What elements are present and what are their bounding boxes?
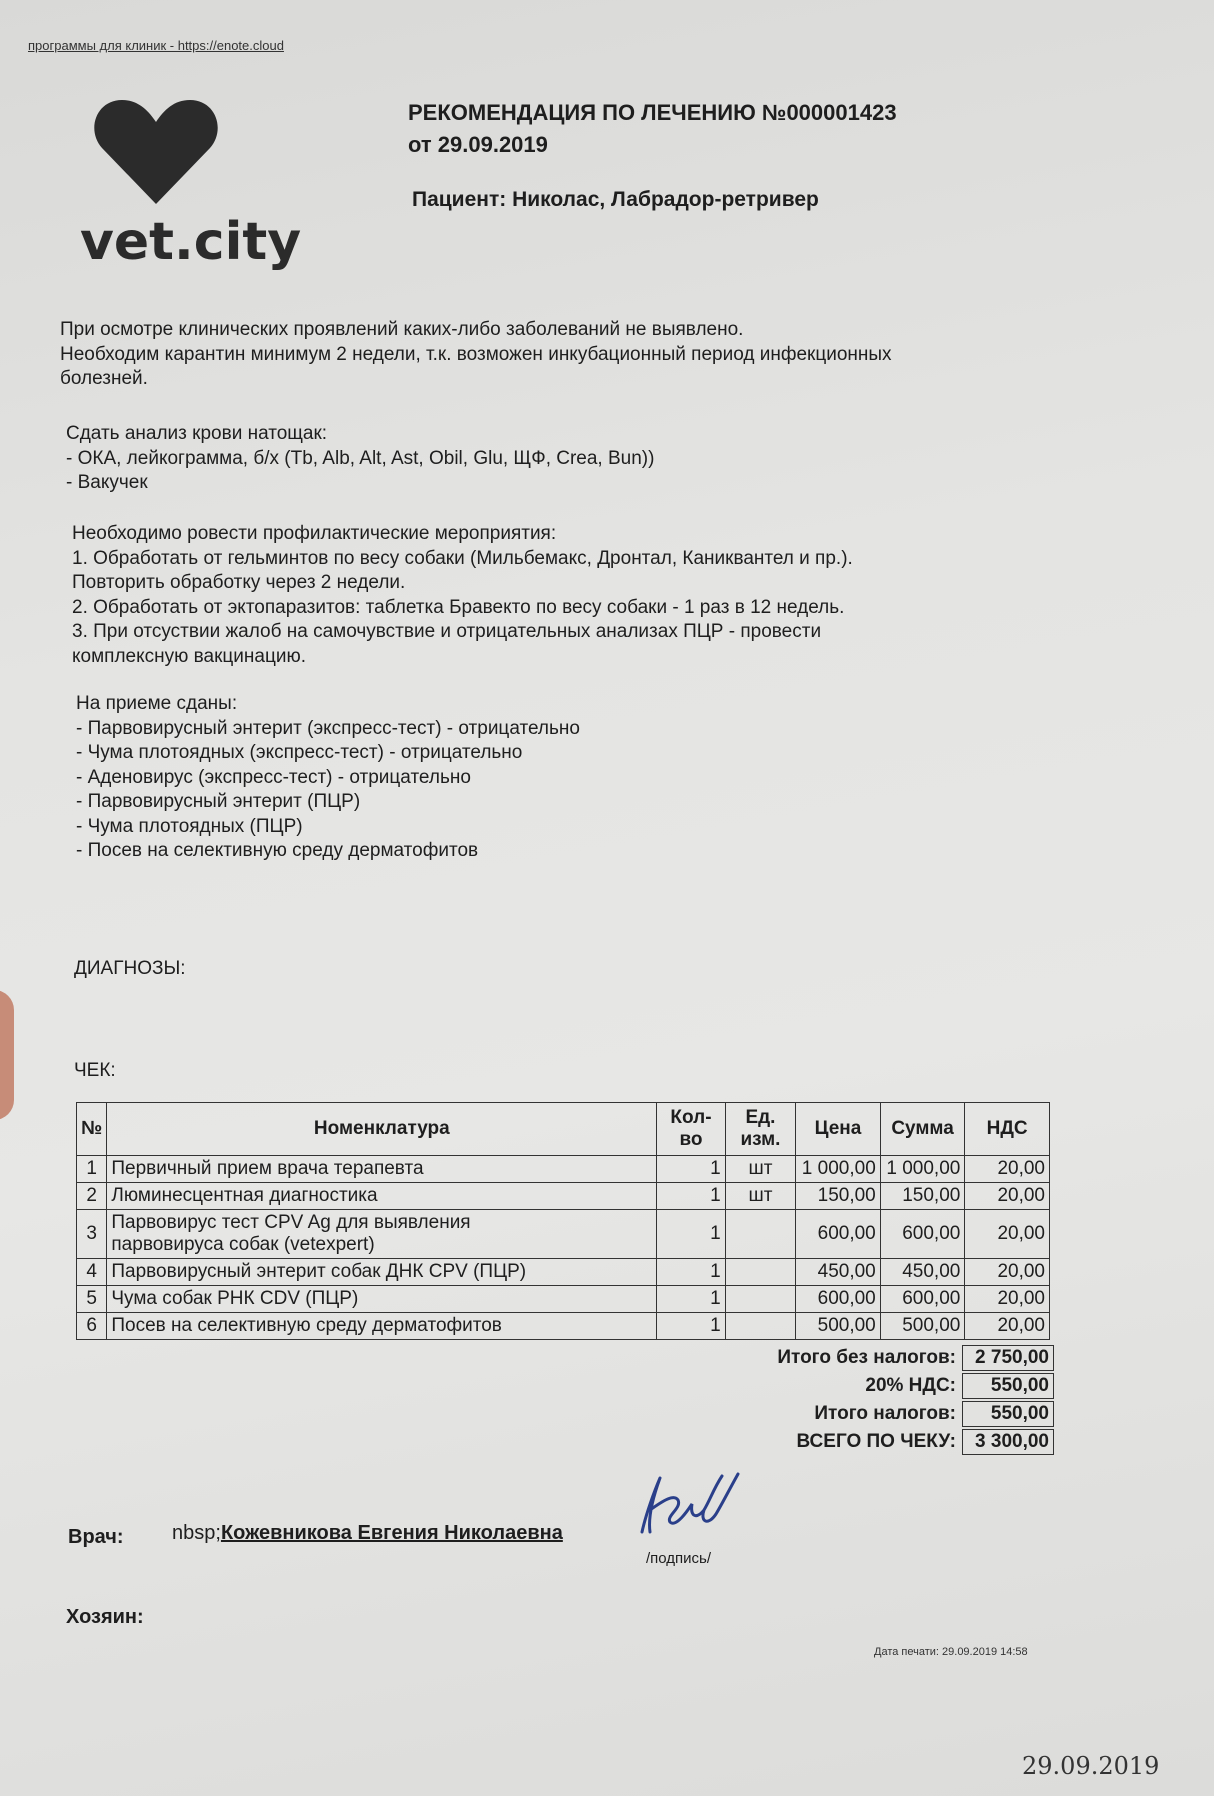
text-line: Необходимо ровести профилактические мероприятия: bbox=[72, 523, 557, 544]
row-vat: 20,00 bbox=[965, 1259, 1050, 1286]
row-num: 3 bbox=[77, 1210, 107, 1259]
col-header-qty-line: во bbox=[679, 1129, 703, 1150]
doctor-label: Врач: bbox=[68, 1526, 124, 1548]
prevention-paragraph bbox=[72, 522, 853, 669]
text-line: При осмотре клинических проявлений каких-либо заболеваний не выявлено. bbox=[60, 319, 744, 340]
col-header-qty-line: Кол- bbox=[670, 1107, 712, 1128]
row-sum: 500,00 bbox=[880, 1313, 965, 1340]
row-vat: 20,00 bbox=[965, 1156, 1050, 1183]
row-unit bbox=[725, 1313, 795, 1340]
col-header-unit-line: изм. bbox=[740, 1129, 781, 1150]
col-header-qty bbox=[657, 1103, 725, 1156]
vat-value: 550,00 bbox=[962, 1373, 1054, 1399]
total-label: ВСЕГО ПО ЧЕКУ: bbox=[796, 1431, 956, 1452]
row-qty: 1 bbox=[657, 1156, 725, 1183]
text-line: - Вакучек bbox=[66, 472, 148, 493]
col-header-unit-line: Ед. bbox=[745, 1107, 776, 1128]
subtotal-row bbox=[700, 1344, 1054, 1372]
table-row bbox=[77, 1156, 1050, 1183]
text-line: болезней. bbox=[60, 368, 148, 389]
row-num: 1 bbox=[77, 1156, 107, 1183]
table-header-row bbox=[77, 1103, 1050, 1156]
signature-label: /подпись/ bbox=[646, 1550, 712, 1567]
col-header-name: Номенклатура bbox=[107, 1103, 657, 1156]
exam-paragraph bbox=[60, 318, 892, 392]
row-unit: шт bbox=[725, 1183, 795, 1210]
col-header-num: № bbox=[77, 1103, 107, 1156]
tax-row bbox=[700, 1400, 1054, 1428]
totals-block bbox=[700, 1344, 1054, 1456]
table-row bbox=[77, 1259, 1050, 1286]
row-vat: 20,00 bbox=[965, 1183, 1050, 1210]
heart-logo-icon bbox=[92, 96, 220, 204]
text-line: - ОКА, лейкограмма, б/х (Tb, Alb, Alt, Ast, Obil, Glu, ЩФ, Crea, Bun)) bbox=[66, 447, 655, 469]
row-unit bbox=[725, 1210, 795, 1259]
handwritten-date: 29.09.2019 bbox=[1022, 1752, 1160, 1780]
row-name: Первичный прием врача терапевта bbox=[107, 1156, 657, 1183]
tests-taken-paragraph bbox=[76, 692, 580, 864]
bill-table bbox=[76, 1102, 1050, 1340]
document-title: РЕКОМЕНДАЦИЯ ПО ЛЕЧЕНИЮ №000001423 bbox=[408, 100, 897, 125]
row-name bbox=[107, 1210, 657, 1259]
row-price: 150,00 bbox=[796, 1183, 881, 1210]
vat-row bbox=[700, 1372, 1054, 1400]
row-num: 4 bbox=[77, 1259, 107, 1286]
row-name: Люминесцентная диагностика bbox=[107, 1183, 657, 1210]
tax-label: Итого налогов: bbox=[814, 1403, 956, 1424]
row-num: 2 bbox=[77, 1183, 107, 1210]
row-name: Чума собак РНК CDV (ПЦР) bbox=[107, 1286, 657, 1313]
total-row bbox=[700, 1428, 1054, 1456]
row-price: 600,00 bbox=[796, 1286, 881, 1313]
row-name-line: парвовируса собак (vetexpert) bbox=[111, 1234, 375, 1255]
document-date: от 29.09.2019 bbox=[408, 132, 548, 157]
row-price: 450,00 bbox=[796, 1259, 881, 1286]
blood-test-paragraph bbox=[66, 422, 654, 496]
text-line: Необходим карантин минимум 2 недели, т.к. возможен инкубационный период инфекционных bbox=[60, 343, 892, 365]
text-line: - Чума плотоядных (экспресс-тест) - отрицательно bbox=[76, 742, 523, 763]
row-unit: шт bbox=[725, 1156, 795, 1183]
text-line: 2. Обработать от эктопаразитов: таблетка Бравекто по весу собаки - 1 раз в 12 недель. bbox=[72, 596, 845, 618]
row-name-line: Парвовирус тест CPV Ag для выявления bbox=[111, 1212, 471, 1233]
row-vat: 20,00 bbox=[965, 1313, 1050, 1340]
row-qty: 1 bbox=[657, 1210, 725, 1259]
row-sum: 600,00 bbox=[880, 1210, 965, 1259]
total-value: 3 300,00 bbox=[962, 1429, 1054, 1455]
row-price: 500,00 bbox=[796, 1313, 881, 1340]
table-row bbox=[77, 1286, 1050, 1313]
text-line: - Парвовирусный энтерит (ПЦР) bbox=[76, 791, 361, 812]
row-qty: 1 bbox=[657, 1259, 725, 1286]
table-row bbox=[77, 1210, 1050, 1259]
patient-info: Пациент: Николас, Лабрадор-ретривер bbox=[412, 188, 819, 211]
row-vat: 20,00 bbox=[965, 1210, 1050, 1259]
row-num: 5 bbox=[77, 1286, 107, 1313]
subtotal-label: Итого без налогов: bbox=[777, 1347, 956, 1368]
text-line: комплексную вакцинацию. bbox=[72, 645, 306, 667]
check-label: ЧЕК: bbox=[74, 1060, 116, 1081]
table-row bbox=[77, 1183, 1050, 1210]
col-header-price: Цена bbox=[796, 1103, 881, 1156]
row-qty: 1 bbox=[657, 1286, 725, 1313]
row-sum: 450,00 bbox=[880, 1259, 965, 1286]
col-header-sum: Сумма bbox=[880, 1103, 965, 1156]
signature-icon bbox=[630, 1470, 750, 1540]
subtotal-value: 2 750,00 bbox=[962, 1345, 1054, 1371]
doctor-prefix: nbsp; bbox=[172, 1522, 221, 1544]
text-line: - Чума плотоядных (ПЦР) bbox=[76, 815, 303, 837]
row-price: 1 000,00 bbox=[796, 1156, 881, 1183]
enote-link[interactable]: программы для клиник - https://enote.cloud bbox=[28, 38, 284, 53]
row-num: 6 bbox=[77, 1313, 107, 1340]
row-name: Посев на селективную среду дерматофитов bbox=[107, 1313, 657, 1340]
print-date: Дата печати: 29.09.2019 14:58 bbox=[874, 1646, 1028, 1658]
col-header-unit bbox=[725, 1103, 795, 1156]
text-line: - Посев на селективную среду дерматофитов bbox=[76, 840, 479, 861]
vat-label: 20% НДС: bbox=[865, 1375, 956, 1396]
brand-logo-text: vet.city bbox=[80, 212, 302, 272]
row-price: 600,00 bbox=[796, 1210, 881, 1259]
text-line: 3. При отсуствии жалоб на самочувствие и отрицательных анализах ПЦР - провести bbox=[72, 621, 822, 642]
text-line: 1. Обработать от гельминтов по весу собаки (Мильбемакс, Дронтал, Каниквантел и пр.). bbox=[72, 547, 853, 569]
row-vat: 20,00 bbox=[965, 1286, 1050, 1313]
text-line: Повторить обработку через 2 недели. bbox=[72, 572, 406, 593]
owner-label: Хозяин: bbox=[66, 1606, 144, 1628]
finger-edge bbox=[0, 990, 14, 1120]
row-sum: 150,00 bbox=[880, 1183, 965, 1210]
doctor-name-line bbox=[172, 1522, 563, 1545]
table-row bbox=[77, 1313, 1050, 1340]
row-qty: 1 bbox=[657, 1313, 725, 1340]
text-line: На приеме сданы: bbox=[76, 693, 238, 714]
doctor-name: Кожевникова Евгения Николаевна bbox=[220, 1522, 563, 1544]
tax-value: 550,00 bbox=[962, 1401, 1054, 1427]
text-line: - Аденовирус (экспресс-тест) - отрицательно bbox=[76, 766, 471, 788]
row-unit bbox=[725, 1259, 795, 1286]
text-line: Сдать анализ крови натощак: bbox=[66, 423, 328, 444]
row-sum: 600,00 bbox=[880, 1286, 965, 1313]
row-unit bbox=[725, 1286, 795, 1313]
row-qty: 1 bbox=[657, 1183, 725, 1210]
diagnoses-label: ДИАГНОЗЫ: bbox=[74, 958, 186, 979]
col-header-vat: НДС bbox=[965, 1103, 1050, 1156]
row-name: Парвовирусный энтерит собак ДНК CPV (ПЦР) bbox=[107, 1259, 657, 1286]
row-sum: 1 000,00 bbox=[880, 1156, 965, 1183]
text-line: - Парвовирусный энтерит (экспресс-тест) - отрицательно bbox=[76, 717, 580, 739]
